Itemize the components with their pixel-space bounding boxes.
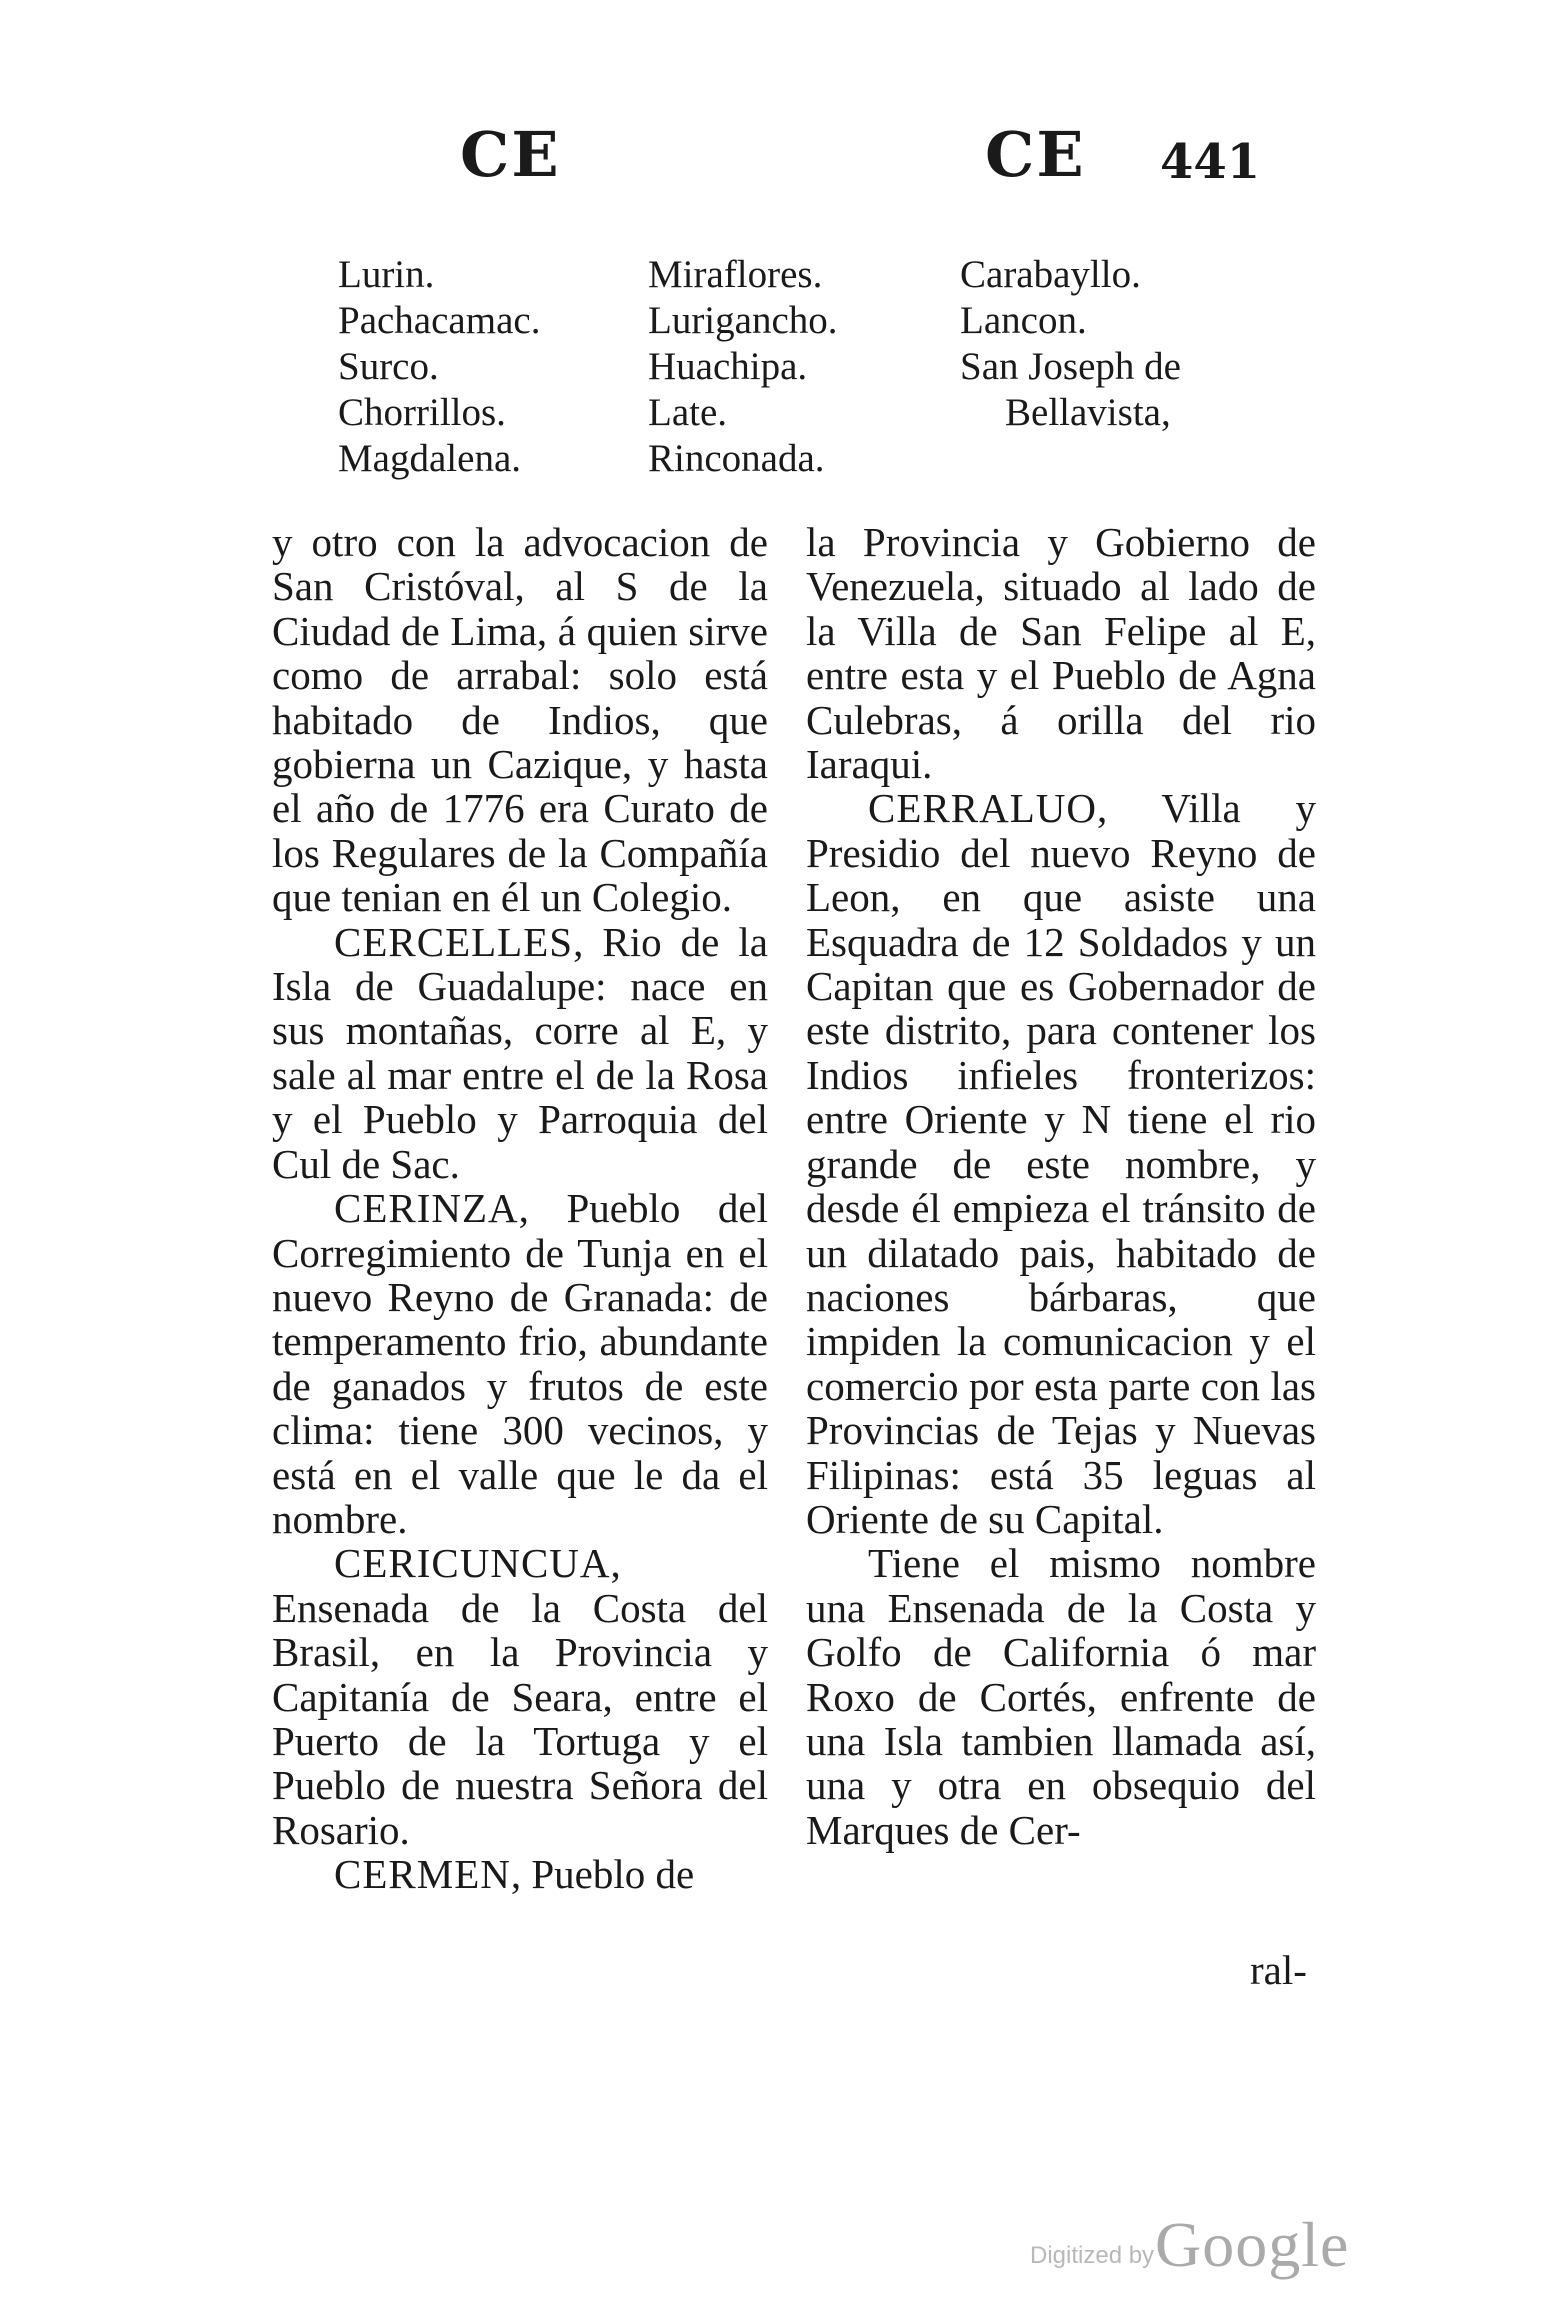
entry-text: , Pueblo del Corregimiento de Tunja en el nuevo Reyno de Granada: de temperamento frio, abundante de ganados y frutos de este clima: tiene 300 vecinos, y está en el valle que le da el nombre.	[272, 1185, 768, 1542]
place-name: Pachacamac.	[338, 299, 541, 342]
entry-cericuncua	[272, 1541, 768, 1852]
place-name: Lurin.	[338, 253, 435, 296]
entry-headword: CERCELLES	[334, 918, 574, 965]
entry-cermen	[272, 1852, 768, 1896]
place-list-column-2	[648, 252, 838, 482]
place-name: Bellavista,	[1005, 391, 1171, 434]
entry-headword: CERINZA	[334, 1185, 519, 1232]
entry-text: , Pueblo de	[510, 1851, 695, 1898]
entry-headword: CERRALUO	[868, 785, 1097, 832]
place-name: Magdalena.	[338, 437, 522, 480]
entry-headword: CERICUNCUA	[334, 1540, 611, 1587]
place-name: Lurigancho.	[648, 299, 838, 342]
entry-text: , Rio de la Isla de Guadalupe: nace en sus montañas, corre al E, y sale al mar entre el de la Rosa y el Pueblo y Parroquia del Cul de Sac.	[272, 918, 768, 1187]
entry-text: , Villa y Presidio del nuevo Reyno de Leon, en que asiste una Esquadra de 12 Soldados y un Capitan que es Gobernador de este distrito, para contener los Indios infieles fronterizos: entre Oriente y N tiene el rio grande de este nombre, y desde él empieza el tránsito de un dilatado pais, habitado de naciones bárbaras, que impiden la comunicacion y el comercio por esta parte con las Provincias de Tejas y Nuevas Filipinas: está 35 leguas al Oriente de su Capital.	[806, 785, 1316, 1542]
place-name: Carabayllo.	[960, 253, 1141, 296]
digitized-by-label: Digitized by	[1030, 2242, 1155, 2269]
place-name: San Joseph de	[960, 345, 1181, 388]
running-head-left: CE	[460, 118, 561, 191]
place-name: Lancon.	[960, 299, 1087, 342]
place-name: Huachipa.	[648, 345, 808, 388]
entry-headword: CERMEN	[334, 1851, 511, 1898]
place-name: Rinconada.	[648, 437, 825, 480]
page-number: 441	[1160, 134, 1261, 190]
text-column-right	[806, 520, 1316, 1852]
place-name: Surco.	[338, 345, 439, 388]
place-name: Chorrillos.	[338, 391, 506, 434]
text-column-left	[272, 520, 768, 1897]
paragraph: Tiene el mismo nombre una Ensenada de la Costa y Golfo de California ó mar Roxo de Cortés, enfrente de una Isla tambien llamada así, una y otra en obsequio del Marques de Cer-	[806, 1540, 1316, 1853]
entry-cerraluo	[806, 786, 1316, 1541]
paragraph: y otro con la advocacion de San Cristóval, al S de la Ciudad de Lima, á quien sirve como de arrabal: solo está habitado de Indios, que gobierna un Cazique, y hasta el año de 1776 era Curato de los Regulares de la Compañía que tenian en él un Colegio.	[272, 519, 768, 921]
google-logo: Google	[1155, 2209, 1350, 2280]
entry-cerinza	[272, 1186, 768, 1541]
entry-text: , Ensenada de la Costa del Brasil, en la Provincia y Capitanía de Seara, entre el Puerto de la Tortuga y el Pueblo de nuestra Señora del Rosario.	[272, 1540, 768, 1853]
paragraph: la Provincia y Gobierno de Venezuela, situado al lado de la Villa de San Felipe al E, entre esta y el Pueblo de Agna Culebras, á orilla del rio Iaraqui.	[806, 519, 1316, 788]
running-head-right: CE	[985, 118, 1086, 191]
place-name: Miraflores.	[648, 253, 823, 296]
place-name: Late.	[648, 391, 728, 434]
catchword: ral-	[1250, 1947, 1307, 1993]
entry-cercelles	[272, 920, 768, 1186]
place-list-column-1	[338, 252, 540, 482]
place-list-column-3	[960, 252, 1181, 436]
